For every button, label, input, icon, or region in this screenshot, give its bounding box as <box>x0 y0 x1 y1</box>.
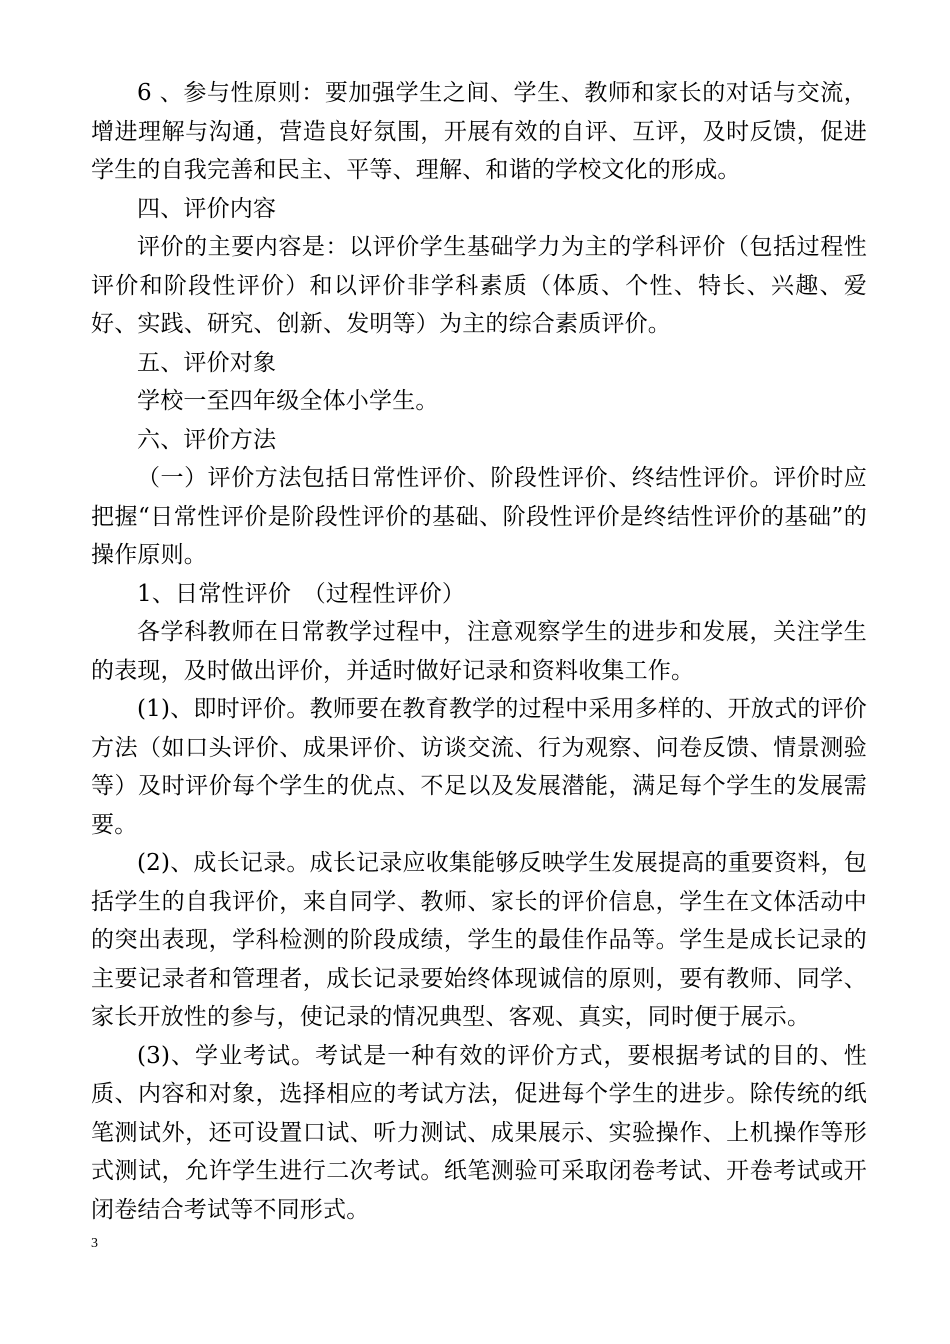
paragraph-evaluation-target: 学校一至四年级全体小学生。 <box>137 388 439 414</box>
paragraph-growth-record: (2)、成长记录。成长记录应收集能够反映学生发展提高的重要资料，包括学生的自我评价，来自同学、教师、家长的评价信息，学生在文体活动中的突出表现，学科检测的阶段成绩，学生的最佳作品等。学生是成长记录的主要记录者和管理者，成长记录要始终体现诚信的原则，要有教师、同学、家长开放性的参与，使记录的情况典型、客观、真实，同时便于展示。 <box>91 850 867 1030</box>
heading-evaluation-content: 四、评价内容 <box>137 195 277 222</box>
paragraph-evaluation-content: 评价的主要内容是：以评价学生基础学力为主的学科评价（包括过程性评价和阶段性评价）和以评价非学科素质（体质、个性、特长、兴趣、爱好、实践、研究、创新、发明等）为主的综合素质评价。 <box>91 234 867 337</box>
paragraph-daily-evaluation: 各学科教师在日常教学过程中，注意观察学生的进步和发展，关注学生的表现，及时做出评价，并适时做好记录和资料收集工作。 <box>91 619 867 684</box>
paragraph-instant-evaluation: (1)、即时评价。教师要在教育教学的过程中采用多样的、开放式的评价方法（如口头评价、成果评价、访谈交流、行为观察、问卷反馈、情景测验等）及时评价每个学生的优点、不足以及发展潜能，满足每个学生的发展需要。 <box>91 696 867 838</box>
heading-evaluation-method: 六、评价方法 <box>137 426 277 453</box>
heading-daily-evaluation: 1、日常性评价 （过程性评价） <box>137 580 466 607</box>
page-number: 3 <box>91 1236 98 1251</box>
paragraph-participation-principle: 6 、参与性原则：要加强学生之间、学生、教师和家长的对话与交流，增进理解与沟通，营造良好氛围，开展有效的自评、互评，及时反馈，促进学生的自我完善和民主、平等、理解、和谐的学校文化的形成。 <box>91 80 867 183</box>
paragraph-method-overview: （一）评价方法包括日常性评价、阶段性评价、终结性评价。评价时应把握“日常性评价是阶段性评价的基础、阶段性评价是终结性评价的基础”的操作原则。 <box>91 465 867 568</box>
document-page <box>91 74 867 1229</box>
paragraph-academic-exam: (3)、学业考试。考试是一种有效的评价方式，要根据考试的目的、性质、内容和对象，选择相应的考试方法，促进每个学生的进步。除传统的纸笔测试外，还可设置口试、听力测试、成果展示、实验操作、上机操作等形式测试，允许学生进行二次考试。纸笔测验可采取闭卷考试、开卷考试或开闭卷结合考试等不同形式。 <box>91 1042 867 1223</box>
heading-evaluation-target: 五、评价对象 <box>137 349 277 376</box>
